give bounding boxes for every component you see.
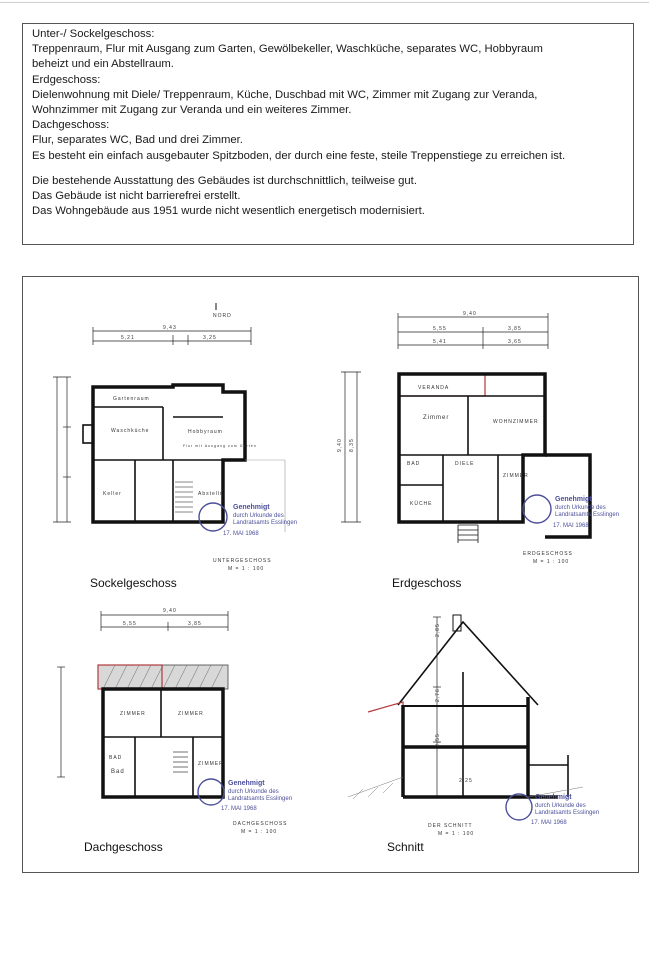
- room-label: Zimmer: [423, 415, 450, 421]
- room-label: DIELE: [455, 461, 475, 467]
- drawing-scale: M = 1 : 100: [438, 831, 475, 837]
- stamp-date: 17. MAI 1968: [223, 531, 259, 537]
- room-label: Bad: [111, 769, 125, 775]
- room-label: ZIMMER: [120, 711, 146, 717]
- room-label: ZIMMER: [178, 711, 204, 717]
- dim-label: 2,85: [435, 623, 441, 637]
- dim-label: 5,21: [121, 335, 135, 341]
- condition-line: Das Gebäude ist nicht barrierefrei erstellt.: [32, 190, 241, 203]
- dim-label: 2,55: [435, 733, 441, 747]
- desc-line: Erdgeschoss:: [32, 73, 101, 86]
- stamp-title: Genehmigt: [535, 794, 572, 801]
- drawing-title: DER SCHNITT: [428, 823, 473, 829]
- room-label: Hobbyraum: [188, 429, 223, 435]
- dim-label: 9,43: [163, 325, 177, 331]
- caption-dachgeschoss: Dachgeschoss: [84, 840, 163, 854]
- approval-stamp: [506, 794, 599, 826]
- floor-plans-box: [22, 276, 639, 873]
- desc-line: Treppenraum, Flur mit Ausgang zum Garten, Gewölbekeller, Waschküche, separates WC, Hobbyraum: [32, 43, 543, 56]
- dim-label: 2,25: [459, 778, 473, 784]
- room-label: WOHNZIMMER: [493, 419, 539, 425]
- caption-schnitt: Schnitt: [387, 840, 424, 854]
- room-label: VERANDA: [418, 385, 450, 391]
- stamp-title: Genehmigt: [233, 504, 270, 511]
- room-label: Waschküche: [111, 428, 150, 434]
- room-label: Flur mit Ausgang zum Garten: [183, 444, 257, 448]
- dim-label: 3,65: [508, 339, 522, 345]
- desc-line: Unter-/ Sockelgeschoss:: [32, 28, 155, 40]
- approval-stamp: [523, 495, 619, 529]
- dim-label: 3,85: [508, 326, 522, 332]
- room-label: ZIMMER: [503, 473, 529, 479]
- stamp-line: durch Urkunde des: [555, 505, 606, 511]
- room-label: ZIMMER: [198, 761, 224, 767]
- room-label: BAD: [109, 755, 123, 761]
- stamp-date: 17. MAI 1968: [553, 523, 589, 529]
- caption-erdgeschoss: Erdgeschoss: [392, 576, 462, 590]
- dim-label: 9,40: [463, 311, 477, 317]
- drawing-scale: M = 1 : 100: [533, 559, 570, 565]
- drawing-title: ERDGESCHOSS: [523, 551, 573, 557]
- stamp-title: Genehmigt: [555, 496, 592, 503]
- dim-label: 3,85: [188, 621, 202, 627]
- dim-label: 2,76: [435, 688, 441, 702]
- desc-line: Dachgeschoss:: [32, 119, 110, 132]
- approval-stamp: [199, 503, 297, 537]
- stamp-line: Landratsamts Esslingen: [535, 810, 600, 816]
- room-label: KÜCHE: [410, 501, 433, 507]
- dim-label: 5,41: [433, 339, 447, 345]
- room-label: Abstellr.: [198, 491, 225, 497]
- drawing-title: UNTERGESCHOSS: [213, 558, 272, 564]
- caption-sockelgeschoss: Sockelgeschoss: [90, 576, 177, 590]
- floor-plans-drawing: [23, 277, 638, 872]
- desc-line: Dielenwohnung mit Diele/ Treppenraum, Küche, Duschbad mit WC, Zimmer mit Zugang zur Veranda,: [32, 88, 538, 101]
- drawing-scale: M = 1 : 100: [228, 566, 265, 572]
- room-label: BAD: [407, 461, 421, 467]
- room-label: Keller: [103, 491, 122, 497]
- stamp-title: Genehmigt: [228, 780, 265, 787]
- stamp-date: 17. MAI 1968: [531, 820, 567, 826]
- desc-line: beheizt und ein Abstellraum.: [32, 58, 174, 71]
- stamp-line: Landratsamts Esslingen: [228, 796, 293, 802]
- top-rule: [0, 2, 649, 3]
- description-box: [22, 23, 634, 245]
- condition-line: Das Wohngebäude aus 1951 wurde nicht wesentlich energetisch modernisiert.: [32, 205, 425, 218]
- stamp-line: Landratsamts Esslingen: [555, 512, 620, 518]
- desc-line: Es besteht ein einfach ausgebauter Spitzboden, der durch eine feste, steile Treppenstiege zu erreichen ist.: [32, 149, 566, 162]
- dim-label: 9,40: [337, 438, 343, 452]
- stamp-line: durch Urkunde des: [535, 803, 586, 809]
- stamp-line: Landratsamts Esslingen: [233, 520, 298, 526]
- stamp-line: durch Urkunde des: [233, 513, 284, 519]
- room-label: Gartenraum: [113, 396, 150, 402]
- dim-label: 5,55: [123, 621, 137, 627]
- condition-line: Die bestehende Ausstattung des Gebäudes ist durchschnittlich, teilweise gut.: [32, 174, 417, 187]
- drawing-scale: M = 1 : 100: [241, 829, 278, 835]
- stamp-date: 17. MAI 1968: [221, 806, 257, 812]
- stamp-line: durch Urkunde des: [228, 789, 279, 795]
- north-label: NORD: [213, 313, 232, 319]
- dim-label: 8,35: [349, 438, 355, 452]
- desc-line: Wohnzimmer mit Zugang zur Veranda und ein weiteres Zimmer.: [32, 104, 352, 117]
- dim-label: 5,55: [433, 326, 447, 332]
- drawing-title: DACHGESCHOSS: [233, 821, 288, 827]
- dim-label: 9,40: [163, 608, 177, 614]
- dim-label: 3,25: [203, 335, 217, 341]
- desc-line: Flur, separates WC, Bad und drei Zimmer.: [32, 134, 243, 147]
